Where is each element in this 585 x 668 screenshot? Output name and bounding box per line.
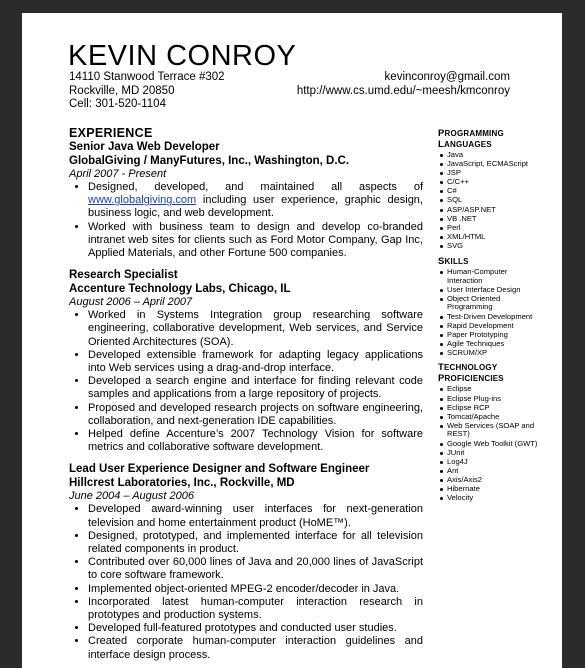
job-entry <box>69 463 423 661</box>
contact-online <box>297 71 510 98</box>
technology-proficiencies-list <box>438 385 538 502</box>
job-bullet: • Created corporate human-computer interaction guidelines and interface design process. <box>88 635 423 661</box>
skills-list <box>438 268 538 357</box>
globalgiving-link[interactable]: www.globalgiving.com <box>88 194 197 207</box>
sidebar-list-item: Axis/Axis2 <box>447 476 538 485</box>
job-bullet: • Designed, prototyped, and implemented interface for all television related components in product. <box>88 530 423 556</box>
sidebar-list-item: Rapid Development <box>447 322 538 331</box>
sidebar-list-item: JUnit <box>447 449 538 458</box>
candidate-name: KEVIN CONROY <box>68 40 297 72</box>
job-title: Research Specialist <box>69 269 178 282</box>
experience-section <box>69 126 423 668</box>
sidebar-list-item: Perl <box>447 224 538 233</box>
sidebar-list-item: Log4J <box>447 458 538 467</box>
sidebar-list-item: JSP <box>447 169 538 178</box>
job-bullets <box>69 503 423 661</box>
job-bullet: • Developed extensible framework for adapting legacy applications into Web services using a drag-and-drop interface. <box>88 349 423 375</box>
job-bullet: • Contributed over 60,000 lines of Java and 20,000 lines of JavaScript to core software framework. <box>88 556 423 582</box>
sidebar-list-item: JavaScript, ECMAScript <box>447 160 538 169</box>
cell-phone: Cell: 301-520-1104 <box>69 98 166 111</box>
job-bullet: • Developed full-featured prototypes and conducted user studies. <box>88 622 423 635</box>
sidebar-list-item: Google Web Toolkit (GWT) <box>447 438 538 448</box>
contact-address <box>69 71 225 112</box>
sidebar-list-item: Tomcat/Apache <box>447 413 538 422</box>
job-company: Hillcrest Laboratories, Inc., Rockville, MD <box>69 476 295 489</box>
resume-page <box>22 13 562 668</box>
job-bullet: • Developed a search engine and interface for finding relevant code samples and applications from a large repository of projects. <box>88 375 423 401</box>
job-bullet: • Proposed and developed research projects on software engineering, collaboration, and next-generation IDE capabilities. <box>88 402 423 428</box>
sidebar-list-item: XML/HTML <box>447 233 538 242</box>
sidebar-list-item: SQL <box>447 196 538 205</box>
sidebar-list-item: ASP/ASP.NET <box>447 206 538 215</box>
sidebar-list-item: Eclipse <box>447 385 538 394</box>
job-bullet <box>88 181 423 221</box>
sidebar <box>438 129 538 509</box>
sidebar-list-item: C/C++ <box>447 178 538 187</box>
sidebar-list-item: User Interface Design <box>447 286 538 295</box>
job-bullet: • Implemented object-oriented MPEG-2 encoder/decoder in Java. <box>88 583 423 596</box>
sidebar-list-item: Object Oriented Programming <box>447 295 538 312</box>
address-line-1: 14110 Stanwood Terrace #302 <box>69 71 225 83</box>
bullet-text: Designed, developed, and maintained all aspects of <box>88 181 423 193</box>
sidebar-list-item: Test-Driven Development <box>447 313 538 322</box>
job-dates: June 2004 – August 2006 <box>69 490 194 503</box>
job-title: Senior Java Web Developer <box>69 141 220 153</box>
programming-languages-list <box>438 151 538 251</box>
technology-proficiencies-heading: TECHNOLOGY PROFICIENCIES <box>438 362 504 384</box>
skills-heading: SKILLS <box>438 255 469 267</box>
sidebar-list-item: Agile Techniques <box>447 340 538 349</box>
job-dates: April 2007 - Present <box>69 168 167 180</box>
job-title: Lead User Experience Designer and Software Engineer <box>69 463 370 476</box>
sidebar-list-item: Human-Computer Interaction <box>447 268 538 285</box>
job-bullet: • Incorporated latest human-computer interaction research in prototypes and production systems. <box>88 596 423 622</box>
sidebar-list-item: Eclipse Plug-ins <box>447 395 538 404</box>
job-bullet: • Developed award-winning user interfaces for next-generation television and home entertainment product (HoME™). <box>88 503 423 529</box>
sidebar-list-item: SVG <box>447 242 538 251</box>
job-bullet: • Worked with business team to design and develop co-branded intranet web sites for clients such as Ford Motor Company, Gap Inc, Applied Materials, and other Fortune 500 companies. <box>88 221 423 261</box>
sidebar-list-item: Eclipse RCP <box>447 404 538 413</box>
sidebar-list-item: C# <box>447 187 538 196</box>
sidebar-list-item: Ant <box>447 467 538 476</box>
sidebar-list-item: VB .NET <box>447 215 538 224</box>
job-bullets <box>69 181 423 260</box>
sidebar-list-item: Hibernate <box>447 485 538 494</box>
email-address[interactable]: kevinconroy@gmail.com <box>384 71 510 83</box>
experience-heading: EXPERIENCE <box>69 126 153 140</box>
sidebar-list-item: Java <box>447 151 538 160</box>
sidebar-list-item: SCRUM/XP <box>447 349 538 358</box>
address-line-2: Rockville, MD 20850 <box>69 84 175 97</box>
job-dates: August 2006 – April 2007 <box>69 296 193 309</box>
programming-languages-heading: PROGRAMMING LANGUAGES <box>438 128 504 150</box>
bullet-text: including user experience, graphic design, business logic, and web development. <box>88 194 423 220</box>
personal-website[interactable]: http://www.cs.umd.edu/~meesh/kmconroy <box>296 84 510 97</box>
sidebar-list-item: Paper Prototyping <box>447 331 538 340</box>
job-entry <box>69 141 423 260</box>
sidebar-list-item: Web Services (SOAP and REST) <box>447 422 538 439</box>
job-bullet: • Helped define Accenture’s 2007 Technology Vision for software metrics and collaborative software development. <box>88 428 423 454</box>
job-company: GlobalGiving / ManyFutures, Inc., Washington, D.C. <box>69 154 350 167</box>
sidebar-list-item: Velocity <box>447 494 538 503</box>
job-bullets <box>69 309 423 454</box>
job-company: Accenture Technology Labs, Chicago, IL <box>69 282 291 295</box>
job-entry <box>69 269 423 454</box>
job-bullet: • Worked in Systems Integration group researching software engineering, collaborative development, Web services, and Service Oriented Architectures (SOA). <box>88 309 423 349</box>
